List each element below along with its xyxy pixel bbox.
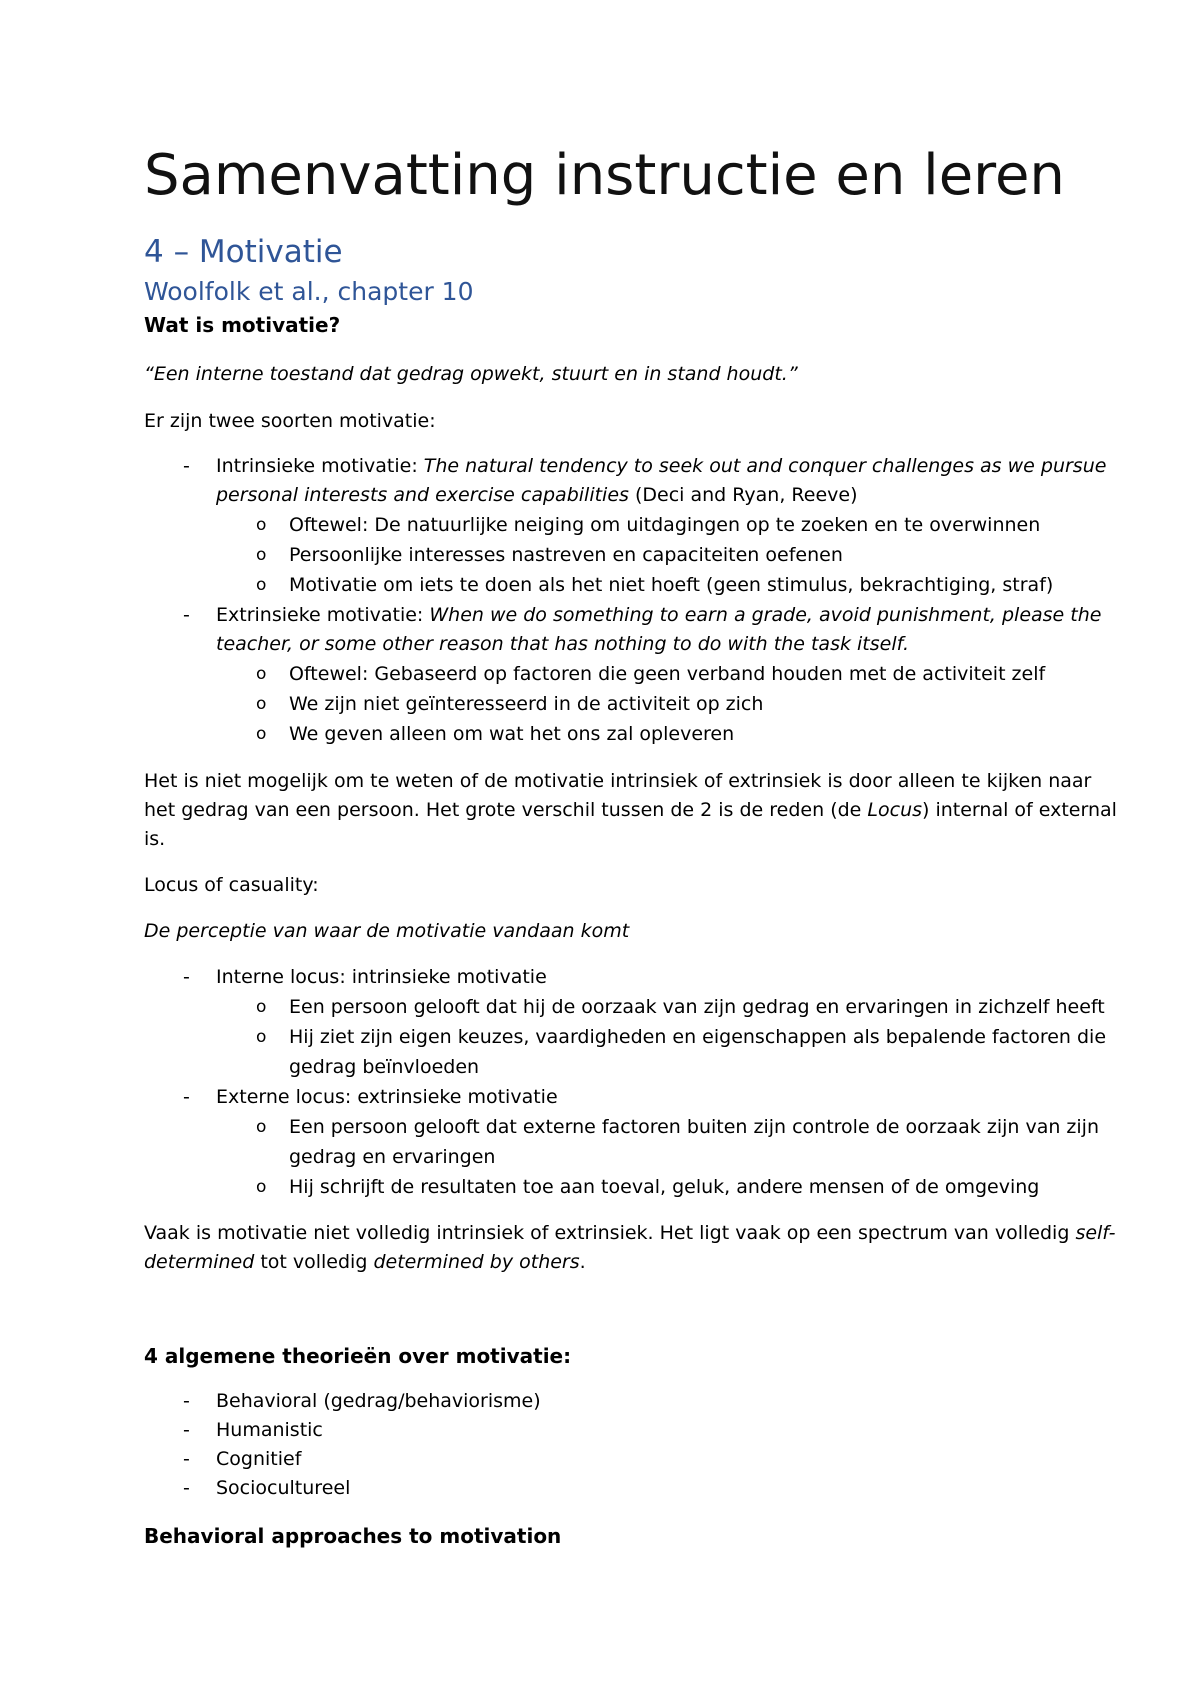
document-title: Samenvatting instructie en leren: [144, 143, 1065, 208]
extrinsic-sub-1: Oftewel: Gebaseerd op factoren die geen verband houden met de activiteit zelf: [289, 663, 1046, 685]
circle-bullet: o: [256, 1027, 267, 1047]
dash-bullet: -: [183, 1419, 190, 1441]
extrinsic-sub-2: We zijn niet geïnteresseerd in de activiteit op zich: [289, 693, 764, 715]
heading-chapter: Woolfolk et al., chapter 10: [144, 277, 474, 306]
circle-bullet: o: [256, 997, 267, 1017]
dash-bullet: -: [183, 604, 190, 626]
intrinsic-sub-3: Motivatie om iets te doen als het niet hoeft (geen stimulus, bekrachtiging, straf): [289, 574, 1054, 596]
dash-bullet: -: [183, 1477, 190, 1499]
theory-item-sociocultureel: Sociocultureel: [216, 1477, 351, 1499]
extrinsic-item: [216, 604, 1101, 627]
self-term: self-: [1075, 1222, 1116, 1244]
question-heading: Wat is motivatie?: [144, 313, 341, 337]
circle-bullet: o: [256, 1177, 267, 1197]
intrinsic-definition-2: personal interests and exercise capabilities: [216, 484, 629, 506]
external-locus-sub-2: Hij schrijft de resultaten toe aan toeval, geluk, andere mensen of de omgeving: [289, 1176, 1040, 1198]
paragraph-2-text: Vaak is motivatie niet volledig intrinsiek of extrinsiek. Het ligt vaak op een spectrum van volledig: [144, 1222, 1076, 1244]
internal-locus-sub-1: Een persoon gelooft dat hij de oorzaak van zijn gedrag en ervaringen in zichzelf heeft: [289, 996, 1105, 1018]
paragraph-2-text: tot volledig: [254, 1251, 374, 1273]
determined-term: determined: [144, 1251, 255, 1273]
paragraph-1-line-1: Het is niet mogelijk om te weten of de motivatie intrinsiek of extrinsiek is door alleen te kijken naar: [144, 770, 1092, 792]
intrinsic-sub-1: Oftewel: De natuurlijke neiging om uitdagingen op te zoeken en te overwinnen: [289, 514, 1041, 536]
theory-item-behavioral: Behavioral (gedrag/behaviorisme): [216, 1390, 541, 1412]
intrinsic-sub-2: Persoonlijke interesses nastreven en capaciteiten oefenen: [289, 544, 843, 566]
theories-heading: 4 algemene theorieën over motivatie:: [144, 1344, 572, 1368]
dash-bullet: -: [183, 1390, 190, 1412]
paragraph-1-text: ) internal of external: [922, 799, 1117, 821]
circle-bullet: o: [256, 694, 267, 714]
behavioral-heading: Behavioral approaches to motivation: [144, 1524, 562, 1548]
circle-bullet: o: [256, 545, 267, 565]
internal-locus-item: Interne locus: intrinsieke motivatie: [216, 966, 547, 988]
paragraph-1-text: het gedrag van een persoon. Het grote verschil tussen de 2 is de reden (de: [144, 799, 868, 821]
circle-bullet: o: [256, 724, 267, 744]
external-locus-sub-1: Een persoon gelooft dat externe factoren buiten zijn controle de oorzaak zijn van zijn: [289, 1116, 1099, 1138]
locus-heading: Locus of casuality:: [144, 874, 319, 896]
intrinsic-item-cont: [216, 484, 858, 507]
paragraph-1-line-2: [144, 799, 1117, 822]
paragraph-2-line-1: [144, 1222, 1116, 1245]
locus-definition: De perceptie van waar de motivatie vandaan komt: [144, 920, 630, 942]
theory-item-cognitief: Cognitief: [216, 1448, 302, 1470]
extrinsic-label: Extrinsieke motivatie:: [216, 604, 430, 626]
dash-bullet: -: [183, 455, 190, 477]
intrinsic-item: [216, 455, 1106, 478]
locus-term: Locus: [867, 799, 923, 821]
dash-bullet: -: [183, 966, 190, 988]
dash-bullet: -: [183, 1086, 190, 1108]
circle-bullet: o: [256, 575, 267, 595]
circle-bullet: o: [256, 1117, 267, 1137]
extrinsic-sub-3: We geven alleen om wat het ons zal opleveren: [289, 723, 735, 745]
theory-item-humanistic: Humanistic: [216, 1419, 323, 1441]
extrinsic-definition-1: When we do something to earn a grade, avoid punishment, please the: [429, 604, 1102, 626]
internal-locus-sub-2: Hij ziet zijn eigen keuzes, vaardigheden en eigenschappen als bepalende factoren die: [289, 1026, 1107, 1048]
internal-locus-sub-2-cont: gedrag beïnvloeden: [289, 1056, 480, 1078]
paragraph-1-line-3: is.: [144, 828, 166, 850]
external-locus-sub-1-cont: gedrag en ervaringen: [289, 1146, 496, 1168]
circle-bullet: o: [256, 664, 267, 684]
circle-bullet: o: [256, 515, 267, 535]
external-locus-item: Externe locus: extrinsieke motivatie: [216, 1086, 558, 1108]
paragraph-2-text: .: [579, 1251, 586, 1273]
paragraph-2-line-2: [144, 1251, 586, 1274]
intrinsic-definition-1: The natural tendency to seek out and conquer challenges as we pursue: [423, 455, 1107, 477]
dash-bullet: -: [183, 1448, 190, 1470]
intrinsic-label: Intrinsieke motivatie:: [216, 455, 424, 477]
heading-motivatie: 4 – Motivatie: [144, 234, 343, 270]
extrinsic-definition-2: teacher, or some other reason that has nothing to do with the task itself.: [216, 633, 910, 655]
determined-by-others-term: determined by others: [373, 1251, 580, 1273]
intrinsic-source: (Deci and Ryan, Reeve): [628, 484, 858, 506]
two-kinds-text: Er zijn twee soorten motivatie:: [144, 410, 436, 432]
definition-quote: “Een interne toestand dat gedrag opwekt, stuurt en in stand houdt.”: [144, 363, 798, 385]
